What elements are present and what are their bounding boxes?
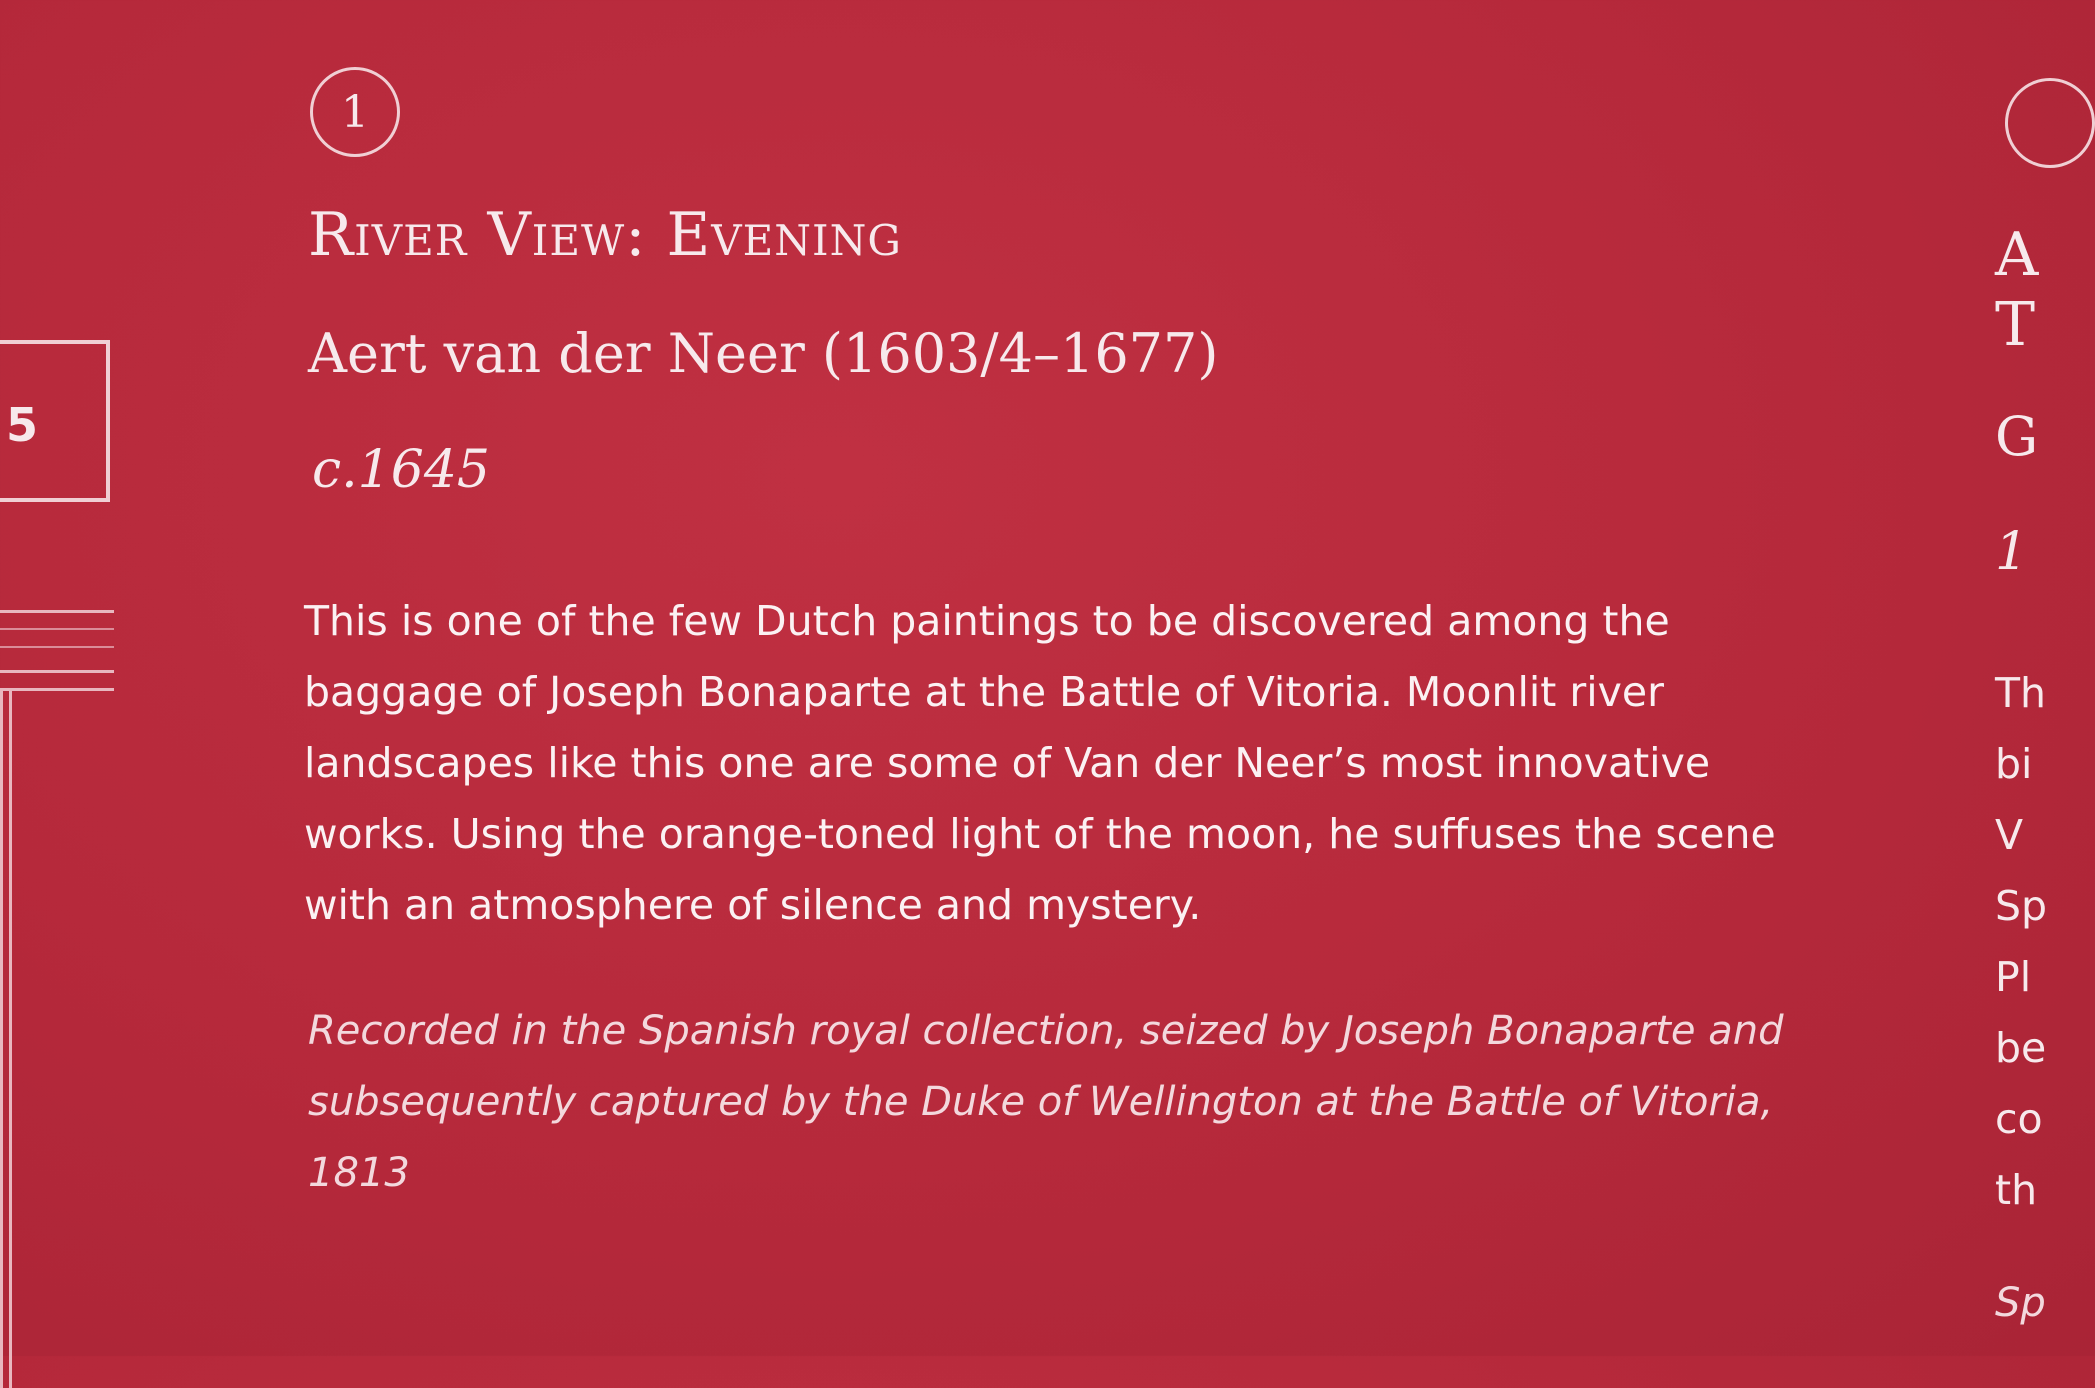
decorative-frame-side	[0, 688, 12, 1388]
label-number-badge	[310, 67, 400, 157]
next-label-provenance-fragment: Sp	[1995, 1280, 2046, 1326]
label-number: 1	[341, 86, 369, 138]
decorative-rule	[0, 610, 114, 613]
next-label-artist-fragment: G	[1995, 405, 2039, 468]
artist-name: Aert van der Neer (1603/4–1677)	[308, 322, 1219, 385]
next-label-title-fragment: A T	[1995, 220, 2039, 360]
artwork-title: River View: Evening	[308, 200, 902, 270]
next-label-date-fragment: 1	[1995, 522, 2029, 582]
artwork-date: c.1645	[312, 440, 490, 500]
next-label-number-badge	[2005, 78, 2095, 168]
artwork-provenance: Recorded in the Spanish royal collection, seized by Joseph Bonaparte and subsequently captured by the Duke of Wellington at the Battle of Vitoria, 1813	[308, 1008, 1784, 1196]
next-label-body-fragment: Th bi V Sp Pl be co th	[1995, 669, 2048, 1214]
decorative-rule	[0, 646, 114, 648]
side-number: 5	[6, 398, 39, 452]
decorative-rule	[0, 670, 114, 673]
artwork-description: This is one of the few Dutch paintings to be discovered among the baggage of Joseph Bonaparte at the Battle of Vitoria. Moonlit river landscapes like this one are some of Van der Neer’s most innovative works. Using the orange-toned light of the moon, he suffuses the scene with an atmosphere of silence and mystery.	[304, 597, 1776, 929]
decorative-frame-top	[0, 688, 114, 691]
decorative-rule	[0, 628, 114, 630]
